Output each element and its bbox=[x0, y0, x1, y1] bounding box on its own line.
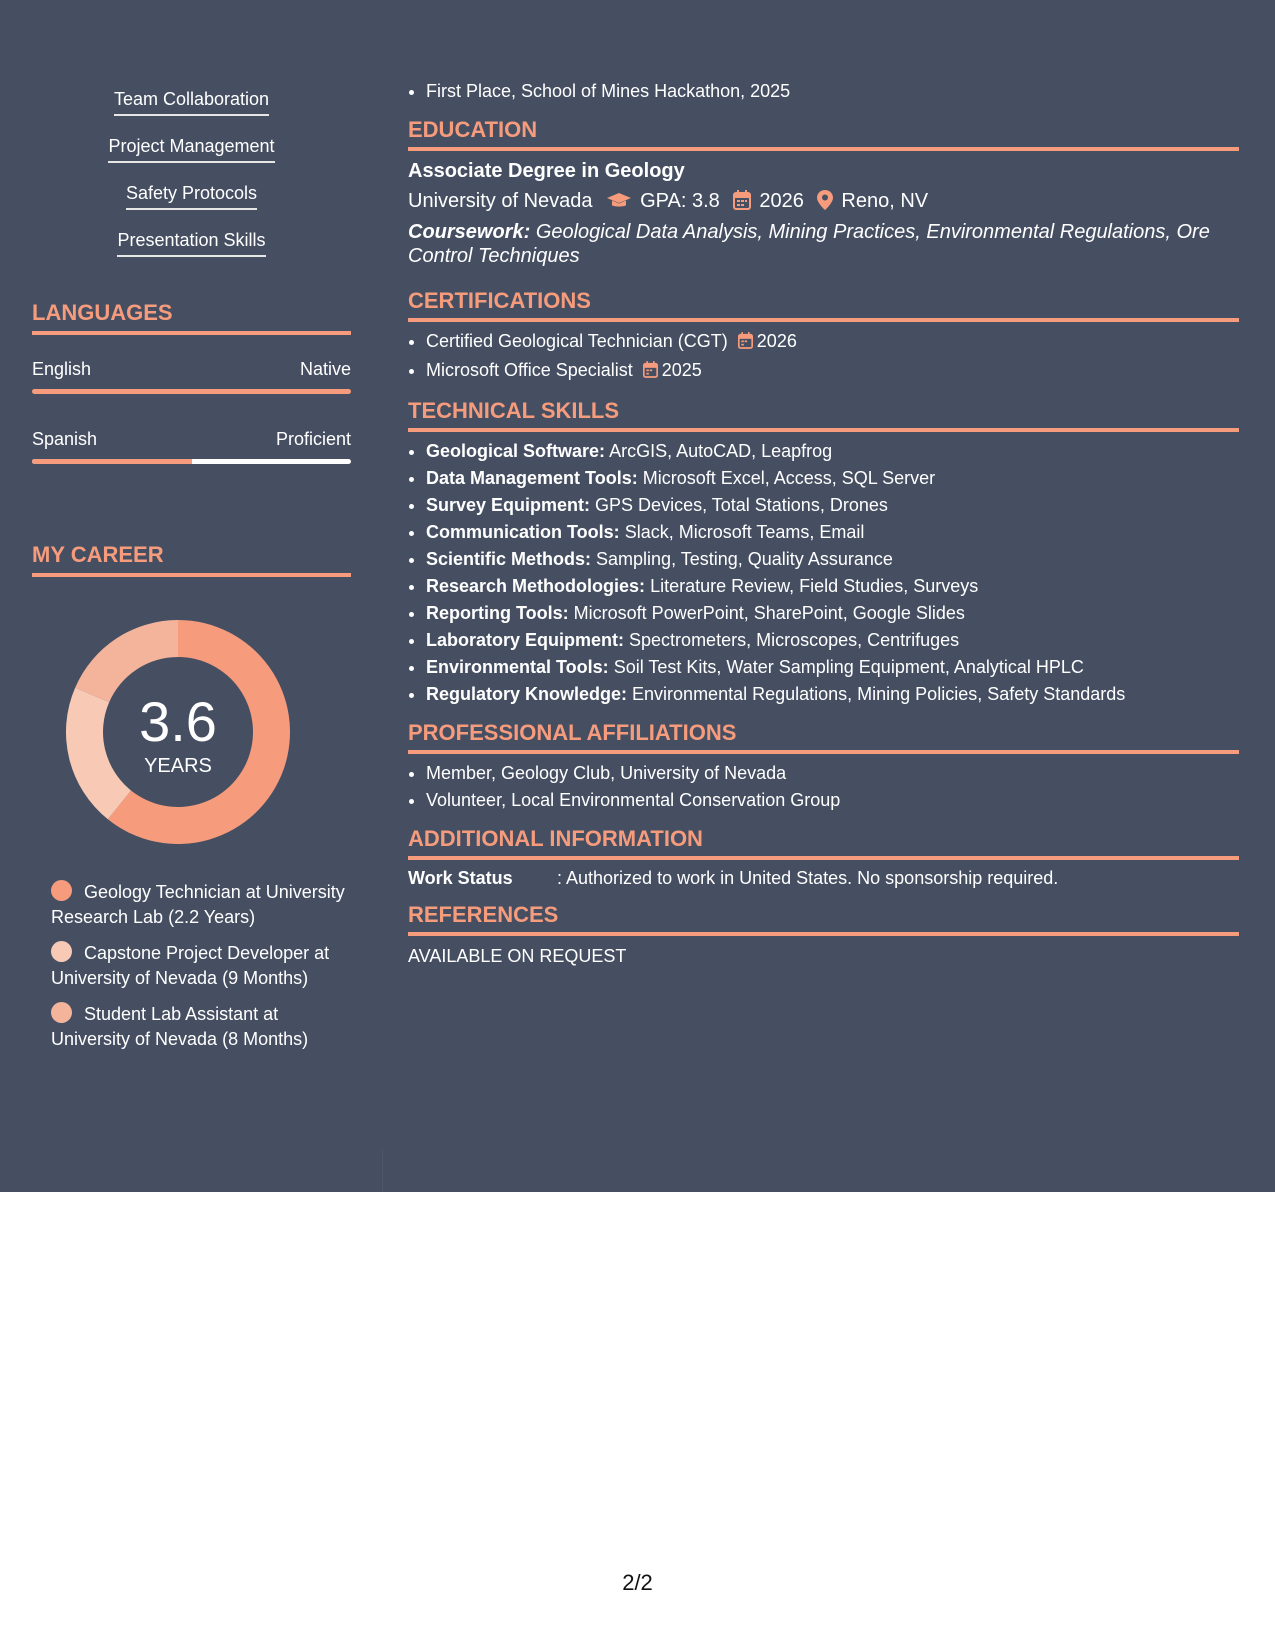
skill-value: Spectrometers, Microscopes, Centrifuges bbox=[629, 630, 960, 650]
language-level: Native bbox=[299, 359, 351, 379]
main-column bbox=[408, 0, 1239, 982]
certification-name: Certified Geological Technician (CGT) bbox=[426, 331, 728, 351]
skill-value: ArcGIS, AutoCAD, Leapfrog bbox=[609, 441, 833, 461]
affiliations-list bbox=[408, 760, 1239, 814]
career-legend bbox=[51, 880, 351, 1063]
language-row bbox=[32, 358, 351, 380]
technical-skills-heading: TECHNICAL SKILLS bbox=[408, 398, 1239, 432]
language-level: Proficient bbox=[275, 429, 351, 449]
sidebar bbox=[32, 0, 351, 1192]
certifications-heading: CERTIFICATIONS bbox=[408, 288, 1239, 322]
award-item: • First Place, School of Mines Hackathon, 2025 bbox=[426, 78, 1239, 105]
career-item-text: Geology Technician at University Research Lab (2.2 Years) bbox=[51, 882, 345, 927]
affiliation-item: • Volunteer, Local Environmental Conservation Group bbox=[426, 787, 1239, 814]
affiliation-item: • Member, Geology Club, University of Nevada bbox=[426, 760, 1239, 787]
technical-skill-item bbox=[426, 465, 1239, 492]
skill-value: Soil Test Kits, Water Sampling Equipment, Analytical HPLC bbox=[613, 657, 1084, 677]
skill-label: Environmental Tools: bbox=[426, 657, 609, 677]
certifications-section bbox=[408, 288, 1239, 386]
skill-item: Presentation Skills bbox=[117, 229, 265, 257]
skill-value: Microsoft PowerPoint, SharePoint, Google Slides bbox=[573, 603, 965, 623]
language-name: Spanish bbox=[32, 429, 98, 449]
page-number: 2/2 bbox=[622, 1570, 653, 1595]
soft-skills-list bbox=[32, 88, 351, 276]
work-status-label: Work Status bbox=[408, 868, 513, 888]
references-text: AVAILABLE ON REQUEST bbox=[408, 946, 627, 966]
coursework-line bbox=[408, 220, 1239, 268]
language-row bbox=[32, 428, 351, 450]
certification-item bbox=[426, 357, 1239, 386]
map-pin-icon bbox=[817, 188, 833, 220]
technical-skill-item bbox=[426, 492, 1239, 519]
skill-item: Project Management bbox=[108, 135, 274, 163]
skill-label: Research Methodologies: bbox=[426, 576, 646, 596]
school-location: Reno, NV bbox=[841, 190, 929, 212]
career-heading: MY CAREER bbox=[32, 542, 351, 577]
skill-value: Literature Review, Field Studies, Surveys bbox=[650, 576, 979, 596]
education-heading: EDUCATION bbox=[408, 117, 1239, 151]
language-bar-fill bbox=[32, 389, 351, 394]
language-name: English bbox=[32, 359, 92, 379]
skill-value: Slack, Microsoft Teams, Email bbox=[624, 522, 865, 542]
career-donut-chart bbox=[66, 620, 290, 844]
affiliations-section bbox=[408, 720, 1239, 814]
skill-item: Team Collaboration bbox=[114, 88, 269, 116]
work-status-value: : Authorized to work in United States. No sponsorship required. bbox=[557, 868, 1059, 888]
skill-value: GPS Devices, Total Stations, Drones bbox=[595, 495, 888, 515]
education-section bbox=[408, 117, 1239, 268]
certification-item bbox=[426, 328, 1239, 357]
graduation-cap-icon bbox=[606, 188, 632, 220]
work-status-row bbox=[408, 866, 1239, 890]
coursework-label: Coursework: bbox=[408, 221, 531, 243]
language-bar bbox=[32, 389, 351, 394]
skill-label: Data Management Tools: bbox=[426, 468, 638, 488]
skill-label: Survey Equipment: bbox=[426, 495, 591, 515]
languages-heading: LANGUAGES bbox=[32, 300, 351, 335]
degree-title: Associate Degree in Geology bbox=[408, 160, 685, 182]
skill-label: Laboratory Equipment: bbox=[426, 630, 625, 650]
certification-year: 2026 bbox=[756, 331, 797, 351]
legend-dot-icon bbox=[51, 880, 72, 901]
awards-list bbox=[408, 78, 1239, 105]
calendar-icon bbox=[643, 359, 658, 386]
legend-dot-icon bbox=[51, 1002, 72, 1023]
technical-skill-item bbox=[426, 681, 1239, 708]
career-legend-item bbox=[51, 880, 351, 930]
technical-skill-item bbox=[426, 546, 1239, 573]
graduation-year: 2026 bbox=[759, 190, 804, 212]
references-heading: REFERENCES bbox=[408, 902, 1239, 936]
skill-label: Regulatory Knowledge: bbox=[426, 684, 628, 704]
career-item-text: Student Lab Assistant at University of Nevada (8 Months) bbox=[51, 1004, 309, 1049]
certification-name: Microsoft Office Specialist bbox=[426, 360, 633, 380]
technical-skill-item bbox=[426, 573, 1239, 600]
career-item-text: Capstone Project Developer at University of Nevada (9 Months) bbox=[51, 943, 330, 988]
career-legend-item bbox=[51, 941, 351, 991]
career-years-unit: YEARS bbox=[144, 755, 212, 777]
language-bar bbox=[32, 459, 351, 464]
gpa-value: GPA: 3.8 bbox=[640, 190, 720, 212]
additional-info-section bbox=[408, 826, 1239, 890]
technical-skills-list bbox=[408, 438, 1239, 708]
technical-skill-item bbox=[426, 627, 1239, 654]
calendar-icon bbox=[733, 188, 751, 220]
affiliations-heading: PROFESSIONAL AFFILIATIONS bbox=[408, 720, 1239, 754]
language-bar-fill bbox=[32, 459, 192, 464]
column-divider bbox=[382, 1150, 383, 1192]
skill-value: Microsoft Excel, Access, SQL Server bbox=[642, 468, 936, 488]
calendar-icon bbox=[738, 330, 753, 357]
skill-value: Environmental Regulations, Mining Policies, Safety Standards bbox=[632, 684, 1126, 704]
coursework-text: Geological Data Analysis, Mining Practices, Environmental Regulations, Ore Control Techniques bbox=[408, 221, 1210, 267]
education-details bbox=[408, 185, 1239, 220]
certification-year: 2025 bbox=[661, 360, 702, 380]
technical-skill-item bbox=[426, 519, 1239, 546]
legend-dot-icon bbox=[51, 941, 72, 962]
technical-skill-item bbox=[426, 438, 1239, 465]
skill-item: Safety Protocols bbox=[126, 182, 257, 210]
school-name: University of Nevada bbox=[408, 190, 593, 212]
references-section bbox=[408, 902, 1239, 968]
additional-info-heading: ADDITIONAL INFORMATION bbox=[408, 826, 1239, 860]
certifications-list bbox=[408, 328, 1239, 386]
career-legend-item bbox=[51, 1002, 351, 1052]
career-total-years: 3.6 bbox=[139, 690, 217, 753]
technical-skill-item bbox=[426, 600, 1239, 627]
technical-skills-section bbox=[408, 398, 1239, 708]
technical-skill-item bbox=[426, 654, 1239, 681]
skill-label: Reporting Tools: bbox=[426, 603, 569, 623]
skill-value: Sampling, Testing, Quality Assurance bbox=[596, 549, 893, 569]
skill-label: Geological Software: bbox=[426, 441, 606, 461]
skill-label: Scientific Methods: bbox=[426, 549, 592, 569]
skill-label: Communication Tools: bbox=[426, 522, 620, 542]
